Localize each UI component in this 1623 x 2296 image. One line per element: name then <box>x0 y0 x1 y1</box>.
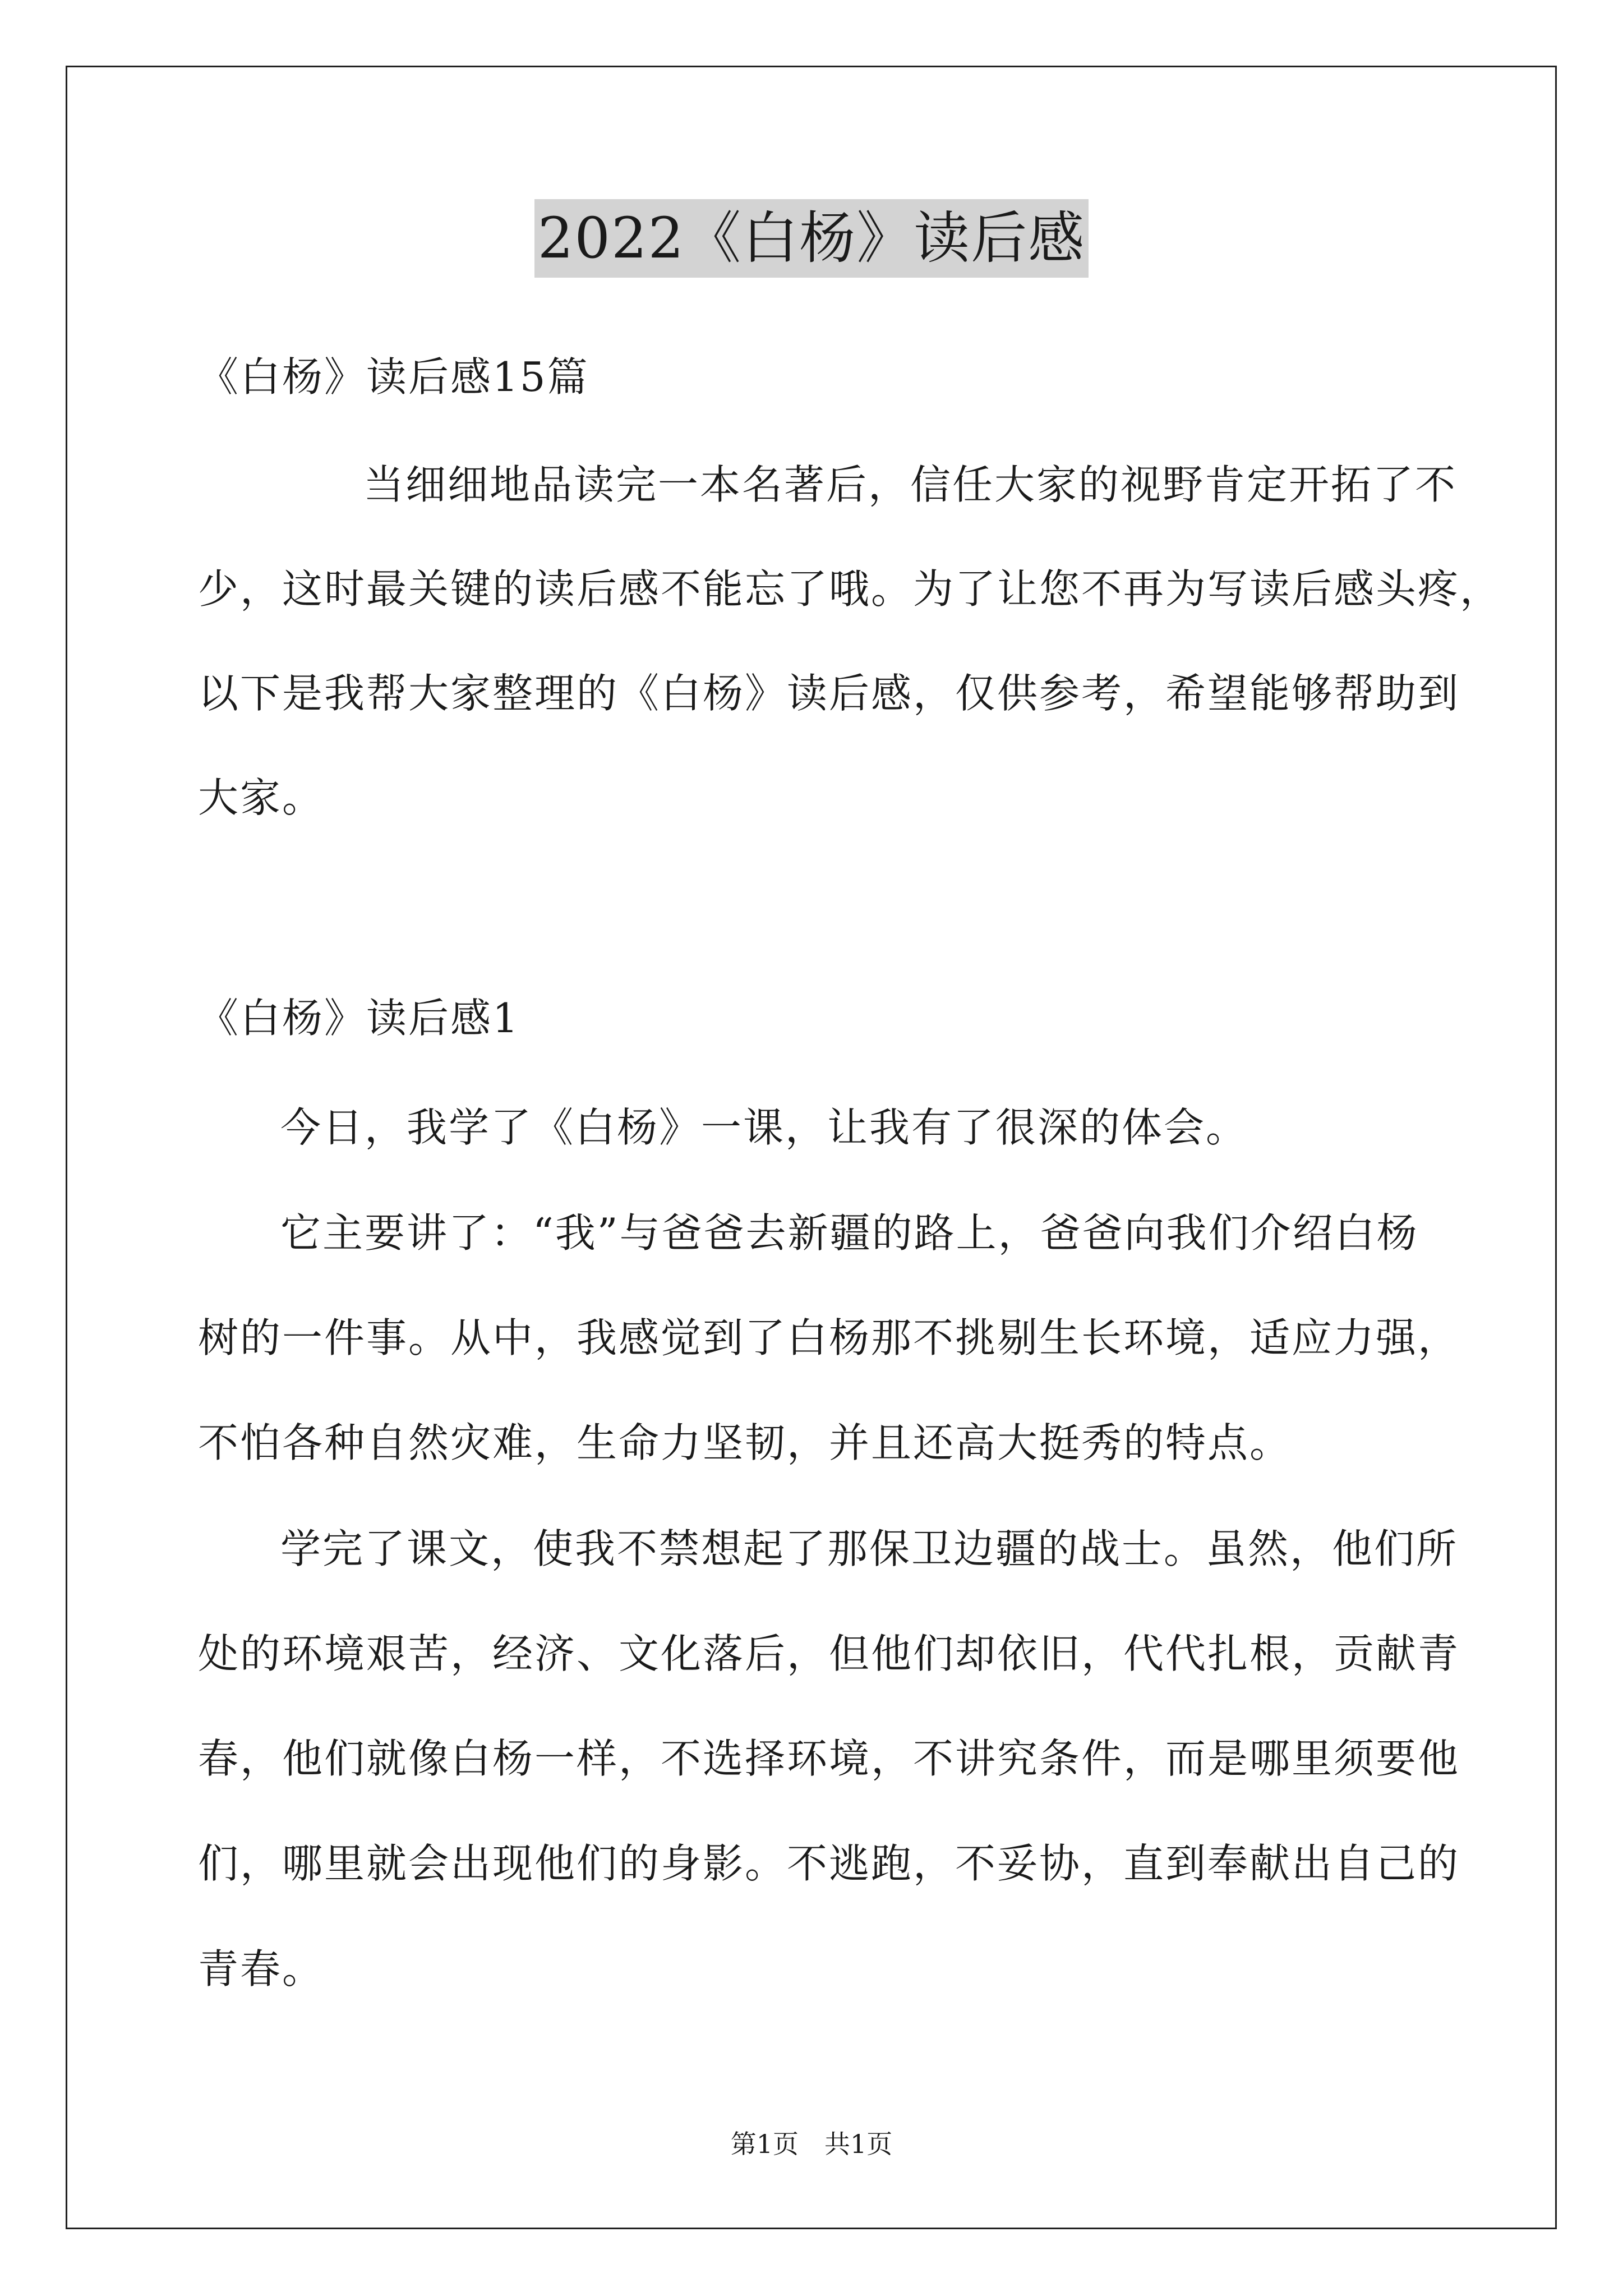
page-footer: 第1页 共1页 <box>730 2129 893 2159</box>
body-line: 春，他们就像白杨一样，不选择环境，不讲究条件，而是哪里须要他 <box>198 1735 1460 1782</box>
body-line: 不怕各种自然灾难，生命力坚韧，并且还高大挺秀的特点。 <box>198 1419 1292 1466</box>
intro-line: 当细细地品读完一本名著后，信任大家的视野肯定开拓了不 <box>363 461 1458 508</box>
intro-line: 大家。 <box>198 774 325 821</box>
body-line: 它主要讲了：“我”与爸爸去新疆的路上，爸爸向我们介绍白杨 <box>280 1209 1419 1257</box>
body-line: 学完了课文，使我不禁想起了那保卫边疆的战士。虽然，他们所 <box>280 1525 1459 1572</box>
body-line: 们，哪里就会出现他们的身影。不逃跑，不妥协，直到奉献出自己的 <box>198 1840 1460 1887</box>
title-wrapper <box>0 199 1623 278</box>
body-line: 今日，我学了《白杨》一课，让我有了很深的体会。 <box>280 1104 1248 1151</box>
section-heading: 《白杨》读后感1 <box>198 995 520 1042</box>
body-line: 青春。 <box>198 1945 325 1993</box>
body-line: 处的环境艰苦，经济、文化落后，但他们却依旧，代代扎根，贡献青 <box>198 1630 1460 1677</box>
subtitle: 《白杨》读后感15篇 <box>198 353 589 401</box>
page-title: 2022《白杨》读后感 <box>534 199 1089 278</box>
intro-line: 以下是我帮大家整理的《白杨》读后感，仅供参考，希望能够帮助到 <box>198 670 1460 717</box>
body-line: 树的一件事。从中，我感觉到了白杨那不挑剔生长环境，适应力强， <box>198 1314 1460 1361</box>
intro-line: 少，这时最关键的读后感不能忘了哦。为了让您不再为写读后感头疼， <box>198 565 1502 613</box>
